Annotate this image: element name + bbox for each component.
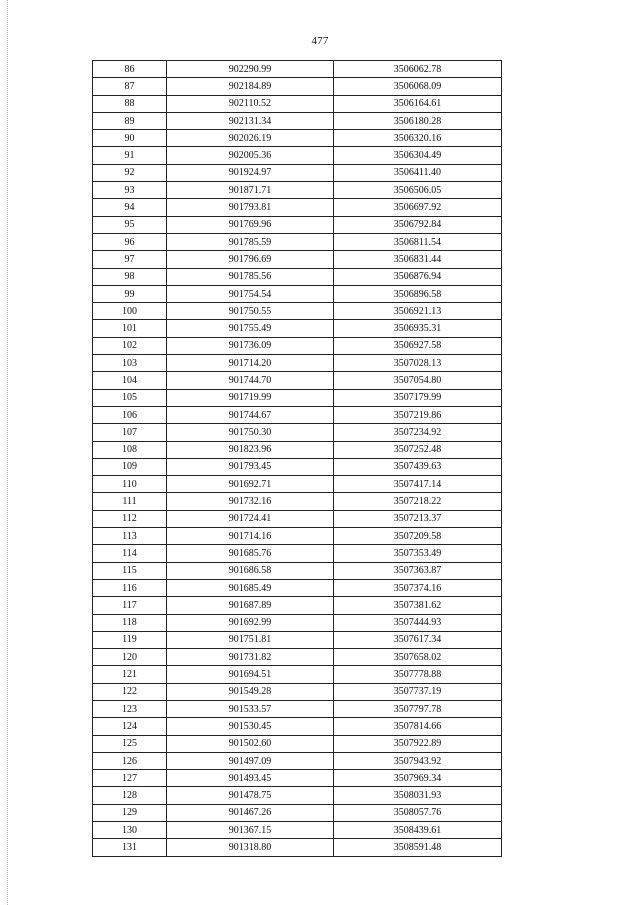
- y-coordinate-cell: 3508439.61: [334, 822, 502, 839]
- y-coordinate-cell: 3506320.16: [334, 130, 502, 147]
- y-coordinate-cell: 3506831.44: [334, 251, 502, 268]
- point-number-cell: 96: [93, 233, 167, 250]
- y-coordinate-cell: 3507969.34: [334, 770, 502, 787]
- point-number-cell: 87: [93, 78, 167, 95]
- table-row: [93, 95, 502, 112]
- y-coordinate-cell: 3507179.99: [334, 389, 502, 406]
- table-row: [93, 337, 502, 354]
- x-coordinate-cell: 902026.19: [167, 130, 334, 147]
- table-row: [93, 579, 502, 596]
- point-number-cell: 108: [93, 441, 167, 458]
- x-coordinate-cell: 902005.36: [167, 147, 334, 164]
- y-coordinate-cell: 3508031.93: [334, 787, 502, 804]
- point-number-cell: 124: [93, 718, 167, 735]
- x-coordinate-cell: 901692.99: [167, 614, 334, 631]
- table-row: [93, 804, 502, 821]
- x-coordinate-cell: 901732.16: [167, 493, 334, 510]
- y-coordinate-cell: 3506921.13: [334, 303, 502, 320]
- x-coordinate-cell: 901751.81: [167, 631, 334, 648]
- coordinate-table: [92, 60, 502, 857]
- table-row: [93, 476, 502, 493]
- point-number-cell: 91: [93, 147, 167, 164]
- x-coordinate-cell: 901467.26: [167, 804, 334, 821]
- page-number: 477: [311, 35, 329, 47]
- y-coordinate-cell: 3507778.88: [334, 666, 502, 683]
- y-coordinate-cell: 3507658.02: [334, 649, 502, 666]
- x-coordinate-cell: 901750.30: [167, 424, 334, 441]
- y-coordinate-cell: 3506068.09: [334, 78, 502, 95]
- x-coordinate-cell: 901549.28: [167, 683, 334, 700]
- y-coordinate-cell: 3506792.84: [334, 216, 502, 233]
- y-coordinate-cell: 3506180.28: [334, 112, 502, 129]
- y-coordinate-cell: 3507617.34: [334, 631, 502, 648]
- x-coordinate-cell: 901318.80: [167, 839, 334, 856]
- x-coordinate-cell: 901694.51: [167, 666, 334, 683]
- x-coordinate-cell: 901497.09: [167, 752, 334, 769]
- table-row: [93, 424, 502, 441]
- y-coordinate-cell: 3507737.19: [334, 683, 502, 700]
- point-number-cell: 106: [93, 406, 167, 423]
- x-coordinate-cell: 901686.58: [167, 562, 334, 579]
- x-coordinate-cell: 901478.75: [167, 787, 334, 804]
- point-number-cell: 95: [93, 216, 167, 233]
- table-row: [93, 510, 502, 527]
- table-row: [93, 718, 502, 735]
- point-number-cell: 110: [93, 476, 167, 493]
- y-coordinate-cell: 3507363.87: [334, 562, 502, 579]
- point-number-cell: 117: [93, 597, 167, 614]
- y-coordinate-cell: 3506927.58: [334, 337, 502, 354]
- x-coordinate-cell: 901744.67: [167, 406, 334, 423]
- y-coordinate-cell: 3507922.89: [334, 735, 502, 752]
- page-binding-edge: [7, 0, 8, 905]
- table-row: [93, 666, 502, 683]
- table-row: [93, 770, 502, 787]
- x-coordinate-cell: 901871.71: [167, 182, 334, 199]
- x-coordinate-cell: 901924.97: [167, 164, 334, 181]
- point-number-cell: 118: [93, 614, 167, 631]
- x-coordinate-cell: 901769.96: [167, 216, 334, 233]
- y-coordinate-cell: 3506935.31: [334, 320, 502, 337]
- x-coordinate-cell: 901367.15: [167, 822, 334, 839]
- x-coordinate-cell: 901533.57: [167, 700, 334, 717]
- table-row: [93, 597, 502, 614]
- y-coordinate-cell: 3507444.93: [334, 614, 502, 631]
- x-coordinate-cell: 901736.09: [167, 337, 334, 354]
- point-number-cell: 131: [93, 839, 167, 856]
- point-number-cell: 92: [93, 164, 167, 181]
- table-row: [93, 839, 502, 856]
- table-row: [93, 216, 502, 233]
- table-row: [93, 735, 502, 752]
- y-coordinate-cell: 3507943.92: [334, 752, 502, 769]
- x-coordinate-cell: 901714.16: [167, 528, 334, 545]
- x-coordinate-cell: 901731.82: [167, 649, 334, 666]
- table-row: [93, 441, 502, 458]
- y-coordinate-cell: 3507028.13: [334, 355, 502, 372]
- point-number-cell: 129: [93, 804, 167, 821]
- point-number-cell: 123: [93, 700, 167, 717]
- table-row: [93, 147, 502, 164]
- x-coordinate-cell: 901719.99: [167, 389, 334, 406]
- coordinate-table-body: [93, 61, 502, 857]
- y-coordinate-cell: 3507213.37: [334, 510, 502, 527]
- table-row: [93, 164, 502, 181]
- x-coordinate-cell: 901502.60: [167, 735, 334, 752]
- x-coordinate-cell: 902184.89: [167, 78, 334, 95]
- x-coordinate-cell: 902290.99: [167, 61, 334, 78]
- table-row: [93, 130, 502, 147]
- x-coordinate-cell: 901750.55: [167, 303, 334, 320]
- point-number-cell: 100: [93, 303, 167, 320]
- x-coordinate-cell: 901755.49: [167, 320, 334, 337]
- table-row: [93, 700, 502, 717]
- y-coordinate-cell: 3507252.48: [334, 441, 502, 458]
- table-row: [93, 112, 502, 129]
- point-number-cell: 103: [93, 355, 167, 372]
- table-row: [93, 61, 502, 78]
- y-coordinate-cell: 3506811.54: [334, 233, 502, 250]
- y-coordinate-cell: 3507417.14: [334, 476, 502, 493]
- y-coordinate-cell: 3507374.16: [334, 579, 502, 596]
- point-number-cell: 126: [93, 752, 167, 769]
- y-coordinate-cell: 3507439.63: [334, 458, 502, 475]
- y-coordinate-cell: 3507234.92: [334, 424, 502, 441]
- point-number-cell: 94: [93, 199, 167, 216]
- table-row: [93, 372, 502, 389]
- point-number-cell: 122: [93, 683, 167, 700]
- x-coordinate-cell: 901793.45: [167, 458, 334, 475]
- point-number-cell: 90: [93, 130, 167, 147]
- x-coordinate-cell: 902110.52: [167, 95, 334, 112]
- point-number-cell: 101: [93, 320, 167, 337]
- y-coordinate-cell: 3506304.49: [334, 147, 502, 164]
- table-row: [93, 389, 502, 406]
- y-coordinate-cell: 3507353.49: [334, 545, 502, 562]
- table-row: [93, 285, 502, 302]
- x-coordinate-cell: 901796.69: [167, 251, 334, 268]
- x-coordinate-cell: 901724.41: [167, 510, 334, 527]
- y-coordinate-cell: 3506876.94: [334, 268, 502, 285]
- table-row: [93, 268, 502, 285]
- y-coordinate-cell: 3508057.76: [334, 804, 502, 821]
- y-coordinate-cell: 3507218.22: [334, 493, 502, 510]
- point-number-cell: 111: [93, 493, 167, 510]
- y-coordinate-cell: 3506411.40: [334, 164, 502, 181]
- table-row: [93, 545, 502, 562]
- point-number-cell: 130: [93, 822, 167, 839]
- point-number-cell: 121: [93, 666, 167, 683]
- table-row: [93, 320, 502, 337]
- y-coordinate-cell: 3506506.05: [334, 182, 502, 199]
- y-coordinate-cell: 3507381.62: [334, 597, 502, 614]
- y-coordinate-cell: 3506062.78: [334, 61, 502, 78]
- point-number-cell: 115: [93, 562, 167, 579]
- table-row: [93, 493, 502, 510]
- x-coordinate-cell: 901823.96: [167, 441, 334, 458]
- point-number-cell: 109: [93, 458, 167, 475]
- point-number-cell: 128: [93, 787, 167, 804]
- x-coordinate-cell: 901685.49: [167, 579, 334, 596]
- table-row: [93, 562, 502, 579]
- y-coordinate-cell: 3508591.48: [334, 839, 502, 856]
- point-number-cell: 99: [93, 285, 167, 302]
- point-number-cell: 113: [93, 528, 167, 545]
- y-coordinate-cell: 3507797.78: [334, 700, 502, 717]
- point-number-cell: 86: [93, 61, 167, 78]
- point-number-cell: 97: [93, 251, 167, 268]
- x-coordinate-cell: 901785.59: [167, 233, 334, 250]
- y-coordinate-cell: 3507054.80: [334, 372, 502, 389]
- point-number-cell: 107: [93, 424, 167, 441]
- table-row: [93, 683, 502, 700]
- point-number-cell: 120: [93, 649, 167, 666]
- x-coordinate-cell: 901685.76: [167, 545, 334, 562]
- x-coordinate-cell: 901687.89: [167, 597, 334, 614]
- x-coordinate-cell: 901744.70: [167, 372, 334, 389]
- x-coordinate-cell: 901793.81: [167, 199, 334, 216]
- x-coordinate-cell: 901530.45: [167, 718, 334, 735]
- x-coordinate-cell: 901754.54: [167, 285, 334, 302]
- table-row: [93, 233, 502, 250]
- y-coordinate-cell: 3506896.58: [334, 285, 502, 302]
- point-number-cell: 102: [93, 337, 167, 354]
- table-row: [93, 303, 502, 320]
- point-number-cell: 89: [93, 112, 167, 129]
- point-number-cell: 98: [93, 268, 167, 285]
- table-row: [93, 614, 502, 631]
- x-coordinate-cell: 901692.71: [167, 476, 334, 493]
- y-coordinate-cell: 3506697.92: [334, 199, 502, 216]
- table-row: [93, 199, 502, 216]
- table-row: [93, 406, 502, 423]
- table-row: [93, 355, 502, 372]
- table-row: [93, 787, 502, 804]
- table-row: [93, 78, 502, 95]
- y-coordinate-cell: 3507814.66: [334, 718, 502, 735]
- y-coordinate-cell: 3507209.58: [334, 528, 502, 545]
- point-number-cell: 88: [93, 95, 167, 112]
- table-row: [93, 631, 502, 648]
- table-row: [93, 752, 502, 769]
- table-row: [93, 182, 502, 199]
- y-coordinate-cell: 3506164.61: [334, 95, 502, 112]
- point-number-cell: 125: [93, 735, 167, 752]
- point-number-cell: 116: [93, 579, 167, 596]
- point-number-cell: 93: [93, 182, 167, 199]
- point-number-cell: 105: [93, 389, 167, 406]
- table-row: [93, 649, 502, 666]
- table-row: [93, 528, 502, 545]
- table-row: [93, 822, 502, 839]
- point-number-cell: 119: [93, 631, 167, 648]
- x-coordinate-cell: 901785.56: [167, 268, 334, 285]
- x-coordinate-cell: 901714.20: [167, 355, 334, 372]
- point-number-cell: 127: [93, 770, 167, 787]
- x-coordinate-cell: 901493.45: [167, 770, 334, 787]
- y-coordinate-cell: 3507219.86: [334, 406, 502, 423]
- point-number-cell: 104: [93, 372, 167, 389]
- table-row: [93, 458, 502, 475]
- point-number-cell: 114: [93, 545, 167, 562]
- point-number-cell: 112: [93, 510, 167, 527]
- x-coordinate-cell: 902131.34: [167, 112, 334, 129]
- table-row: [93, 251, 502, 268]
